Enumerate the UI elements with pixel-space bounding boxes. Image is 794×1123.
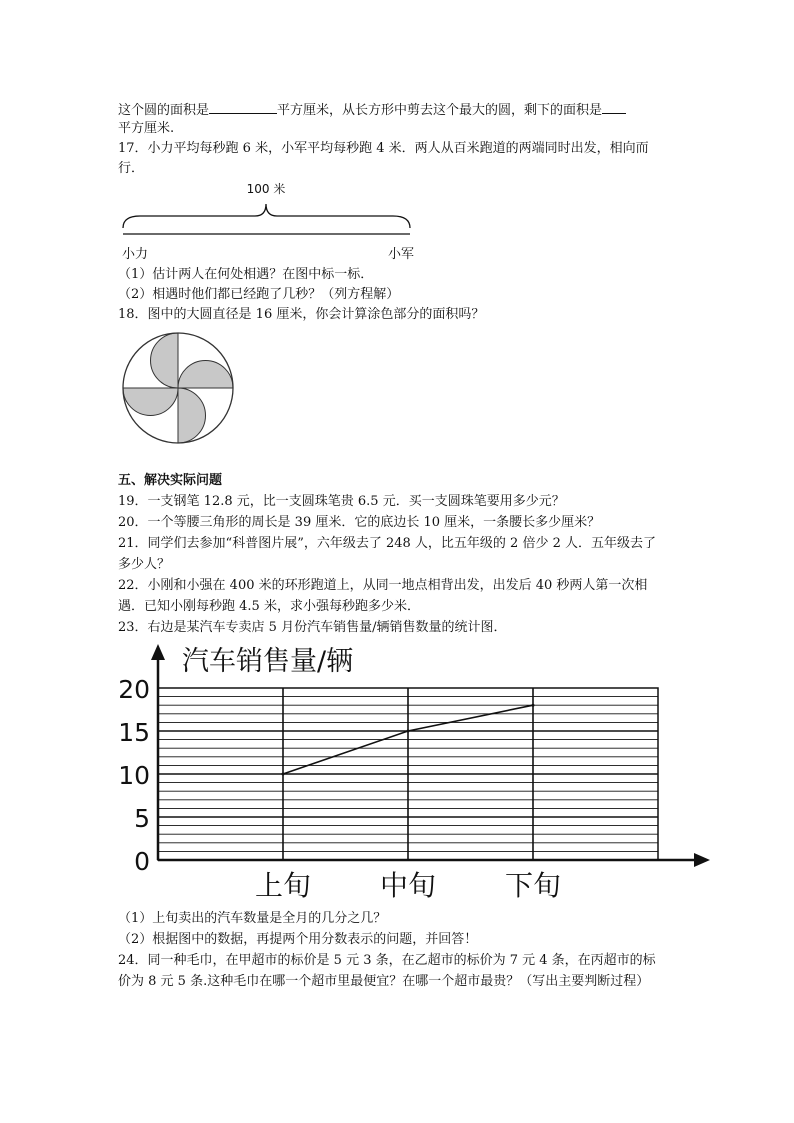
q17-sub-1: （1）估计两人在何处相遇？在图中标一标．	[118, 267, 374, 282]
q16-line-2: 平方厘米.	[118, 121, 175, 136]
sales-point	[407, 730, 410, 733]
shaded-petal	[123, 388, 178, 415]
y-tick-label: 0	[134, 847, 150, 876]
y-tick-label: 20	[118, 675, 150, 704]
x-category-label: 上旬	[254, 869, 312, 902]
shaded-petal	[178, 388, 206, 443]
q16-text-b: 平方厘米，从长方形中剪去这个最大的圆，剩下的面积是	[277, 103, 603, 118]
xiaoli-label: 小力	[122, 247, 149, 262]
y-tick-label: 10	[118, 761, 150, 790]
y-tick-labels	[118, 675, 150, 876]
track-length-label: 100 米	[246, 182, 286, 196]
q23-sub-2: （2）根据图中的数据，再提两个用分数表示的问题，并回答！	[118, 932, 478, 947]
track-diagram	[110, 176, 430, 268]
x-category-label: 中旬	[379, 869, 437, 902]
x-category-label: 下旬	[504, 869, 562, 902]
pinwheel-figure	[118, 330, 238, 448]
q17-sub-2: （2）相遇时他们都已经跑了几秒？（列方程解）	[118, 287, 400, 302]
xiaojun-label: 小军	[388, 247, 415, 262]
answer-blank	[602, 100, 626, 114]
y-tick-label: 15	[118, 718, 150, 747]
sales-line-chart	[110, 638, 720, 908]
q24-line-2: 价为 8 元 5 条.这种毛巾在哪一个超市里最便宜？在哪一个超市最贵？（写出主要判断过程）	[118, 974, 650, 989]
shaded-petal	[178, 361, 233, 389]
section-5-title: 五、解决实际问题	[118, 473, 223, 488]
q20-text: 20．一个等腰三角形的周长是 39 厘米．它的底边长 10 厘米，一条腰长多少厘米？	[118, 515, 601, 530]
q23-sub-1: （1）上旬卖出的汽车数量是全月的几分之几？	[118, 911, 387, 926]
answer-blank	[209, 100, 277, 114]
q18-text: 18．图中的大圆直径是 16 厘米，你会计算涂色部分的面积吗？	[118, 307, 485, 322]
q24-line-1: 24．同一种毛巾，在甲超市的标价是 5 元 3 条，在乙超市的标价为 7 元 4 条，在丙超市的标	[118, 953, 656, 968]
q23-text: 23．右边是某汽车专卖店 5 月份汽车销售量/辆销售数量的统计图．	[118, 620, 507, 635]
chart-title: 汽车销售量/辆	[182, 646, 354, 677]
q17-line-1: 17．小力平均每秒跑 6 米，小军平均每秒跑 4 米．两人从百米跑道的两端同时出发，相向而	[118, 141, 649, 156]
chart-grid	[158, 688, 658, 860]
y-axis-arrow	[151, 644, 165, 660]
x-category-labels	[255, 869, 561, 902]
q21-line-2: 多少人？	[118, 557, 171, 572]
q21-line-1: 21．同学们去参加“科普图片展”，六年级去了 248 人，比五年级的 2 倍少 2 人．五年级去了	[118, 536, 656, 551]
x-axis-arrow	[694, 853, 710, 867]
q16-line-1	[118, 100, 626, 120]
sales-point	[532, 704, 535, 707]
q16-text-a: 这个圆的面积是	[118, 103, 210, 118]
q22-line-1: 22．小刚和小强在 400 米的环形跑道上，从同一地点相背出发，出发后 40 秒两人第一次相	[118, 578, 648, 593]
sales-point	[282, 773, 285, 776]
q17-line-2: 行．	[118, 161, 145, 176]
y-tick-label: 5	[134, 804, 150, 833]
track-brace	[123, 204, 410, 228]
q19-text: 19．一支钢笔 12.8 元，比一支圆珠笔贵 6.5 元．买一支圆珠笔要用多少元？	[118, 494, 565, 509]
shaded-petal	[151, 333, 178, 388]
q22-line-2: 遇．已知小刚每秒跑 4.5 米，求小强每秒跑多少米．	[118, 599, 420, 614]
